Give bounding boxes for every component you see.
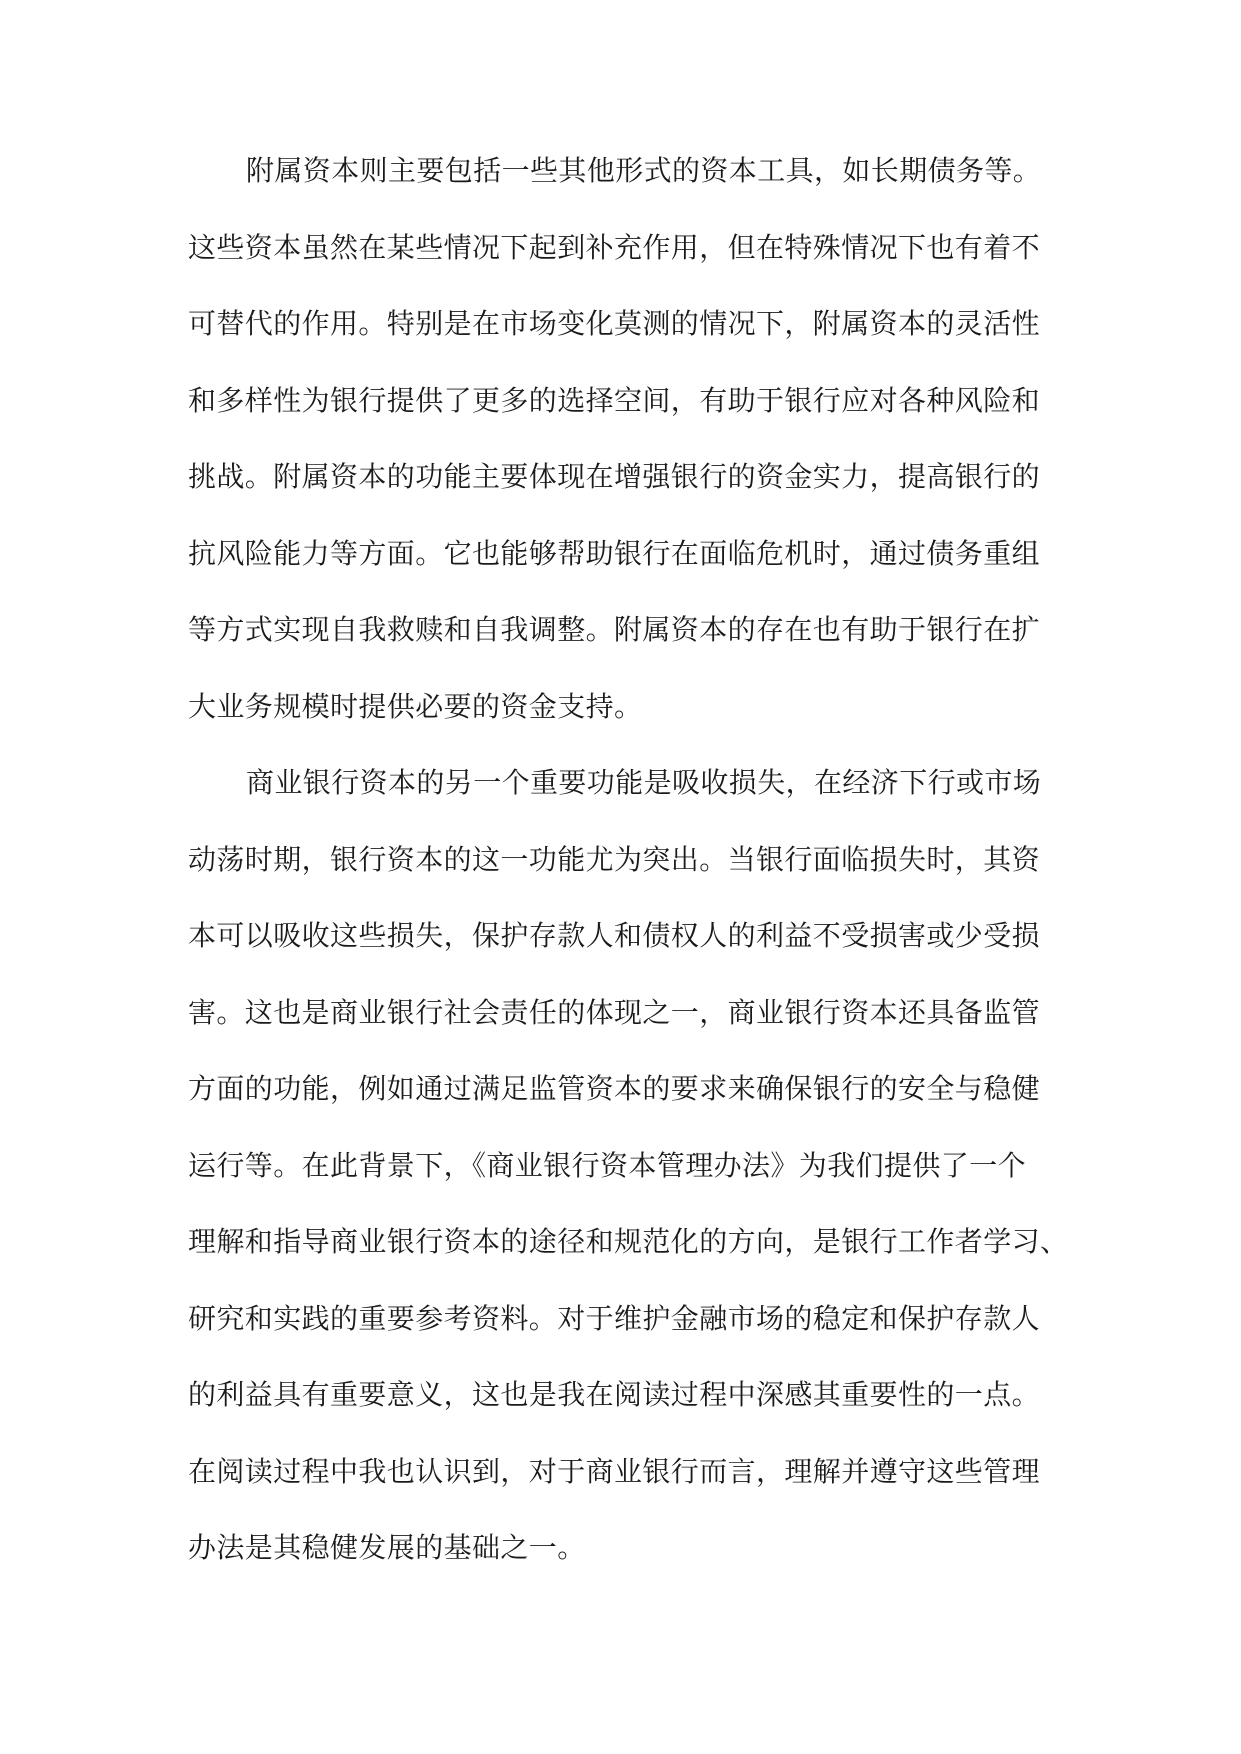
text-line: 动荡时期，银行资本的这一功能尤为突出。当银行面临损失时，其资 [188, 842, 1041, 876]
text-line: 研究和实践的重要参考资料。对于维护金融市场的稳定和保护存款人 [188, 1301, 1041, 1335]
text-line: 运行等。在此背景下，《商业银行资本管理办法》为我们提供了一个 [188, 1148, 1027, 1182]
text-line: 附属资本则主要包括一些其他形式的资本工具，如长期债务等。 [246, 154, 1042, 187]
document-body [188, 143, 1069, 1597]
text-line: 等方式实现自我救赎和自我调整。附属资本的存在也有助于银行在扩 [188, 613, 1041, 646]
text-line: 本可以吸收这些损失，保护存款人和债权人的利益不受损害或少受损 [188, 919, 1041, 952]
text-line: 抗风险能力等方面。它也能够帮助银行在面临危机时，通过债务重组 [188, 536, 1041, 570]
text-line: 方面的功能，例如通过满足监管资本的要求来确保银行的安全与稳健 [188, 1072, 1041, 1105]
text-line: 这些资本虽然在某些情况下起到补充作用，但在特殊情况下也有着不 [188, 230, 1041, 264]
text-line: 害。这也是商业银行社会责任的体现之一，商业银行资本还具备监管 [188, 995, 1041, 1029]
text-line: 办法是其稳健发展的基础之一。 [188, 1531, 586, 1564]
text-line: 在阅读过程中我也认识到，对于商业银行而言，理解并遵守这些管理 [188, 1454, 1041, 1488]
text-line: 和多样性为银行提供了更多的选择空间，有助于银行应对各种风险和 [188, 383, 1041, 417]
paragraph-attached-capital [188, 143, 1052, 755]
paragraph-loss-absorption [188, 755, 1069, 1597]
text-line: 的利益具有重要意义，这也是我在阅读过程中深感其重要性的一点。 [188, 1378, 1041, 1411]
text-line: 大业务规模时提供必要的资金支持。 [188, 689, 643, 723]
text-line: 理解和指导商业银行资本的途径和规范化的方向，是银行工作者学习、 [188, 1225, 1069, 1258]
text-line: 挑战。附属资本的功能主要体现在增强银行的资金实力，提高银行的 [188, 460, 1041, 493]
text-line: 可替代的作用。特别是在市场变化莫测的情况下，附属资本的灵活性 [188, 307, 1041, 340]
text-line: 商业银行资本的另一个重要功能是吸收损失，在经济下行或市场 [246, 766, 1042, 799]
